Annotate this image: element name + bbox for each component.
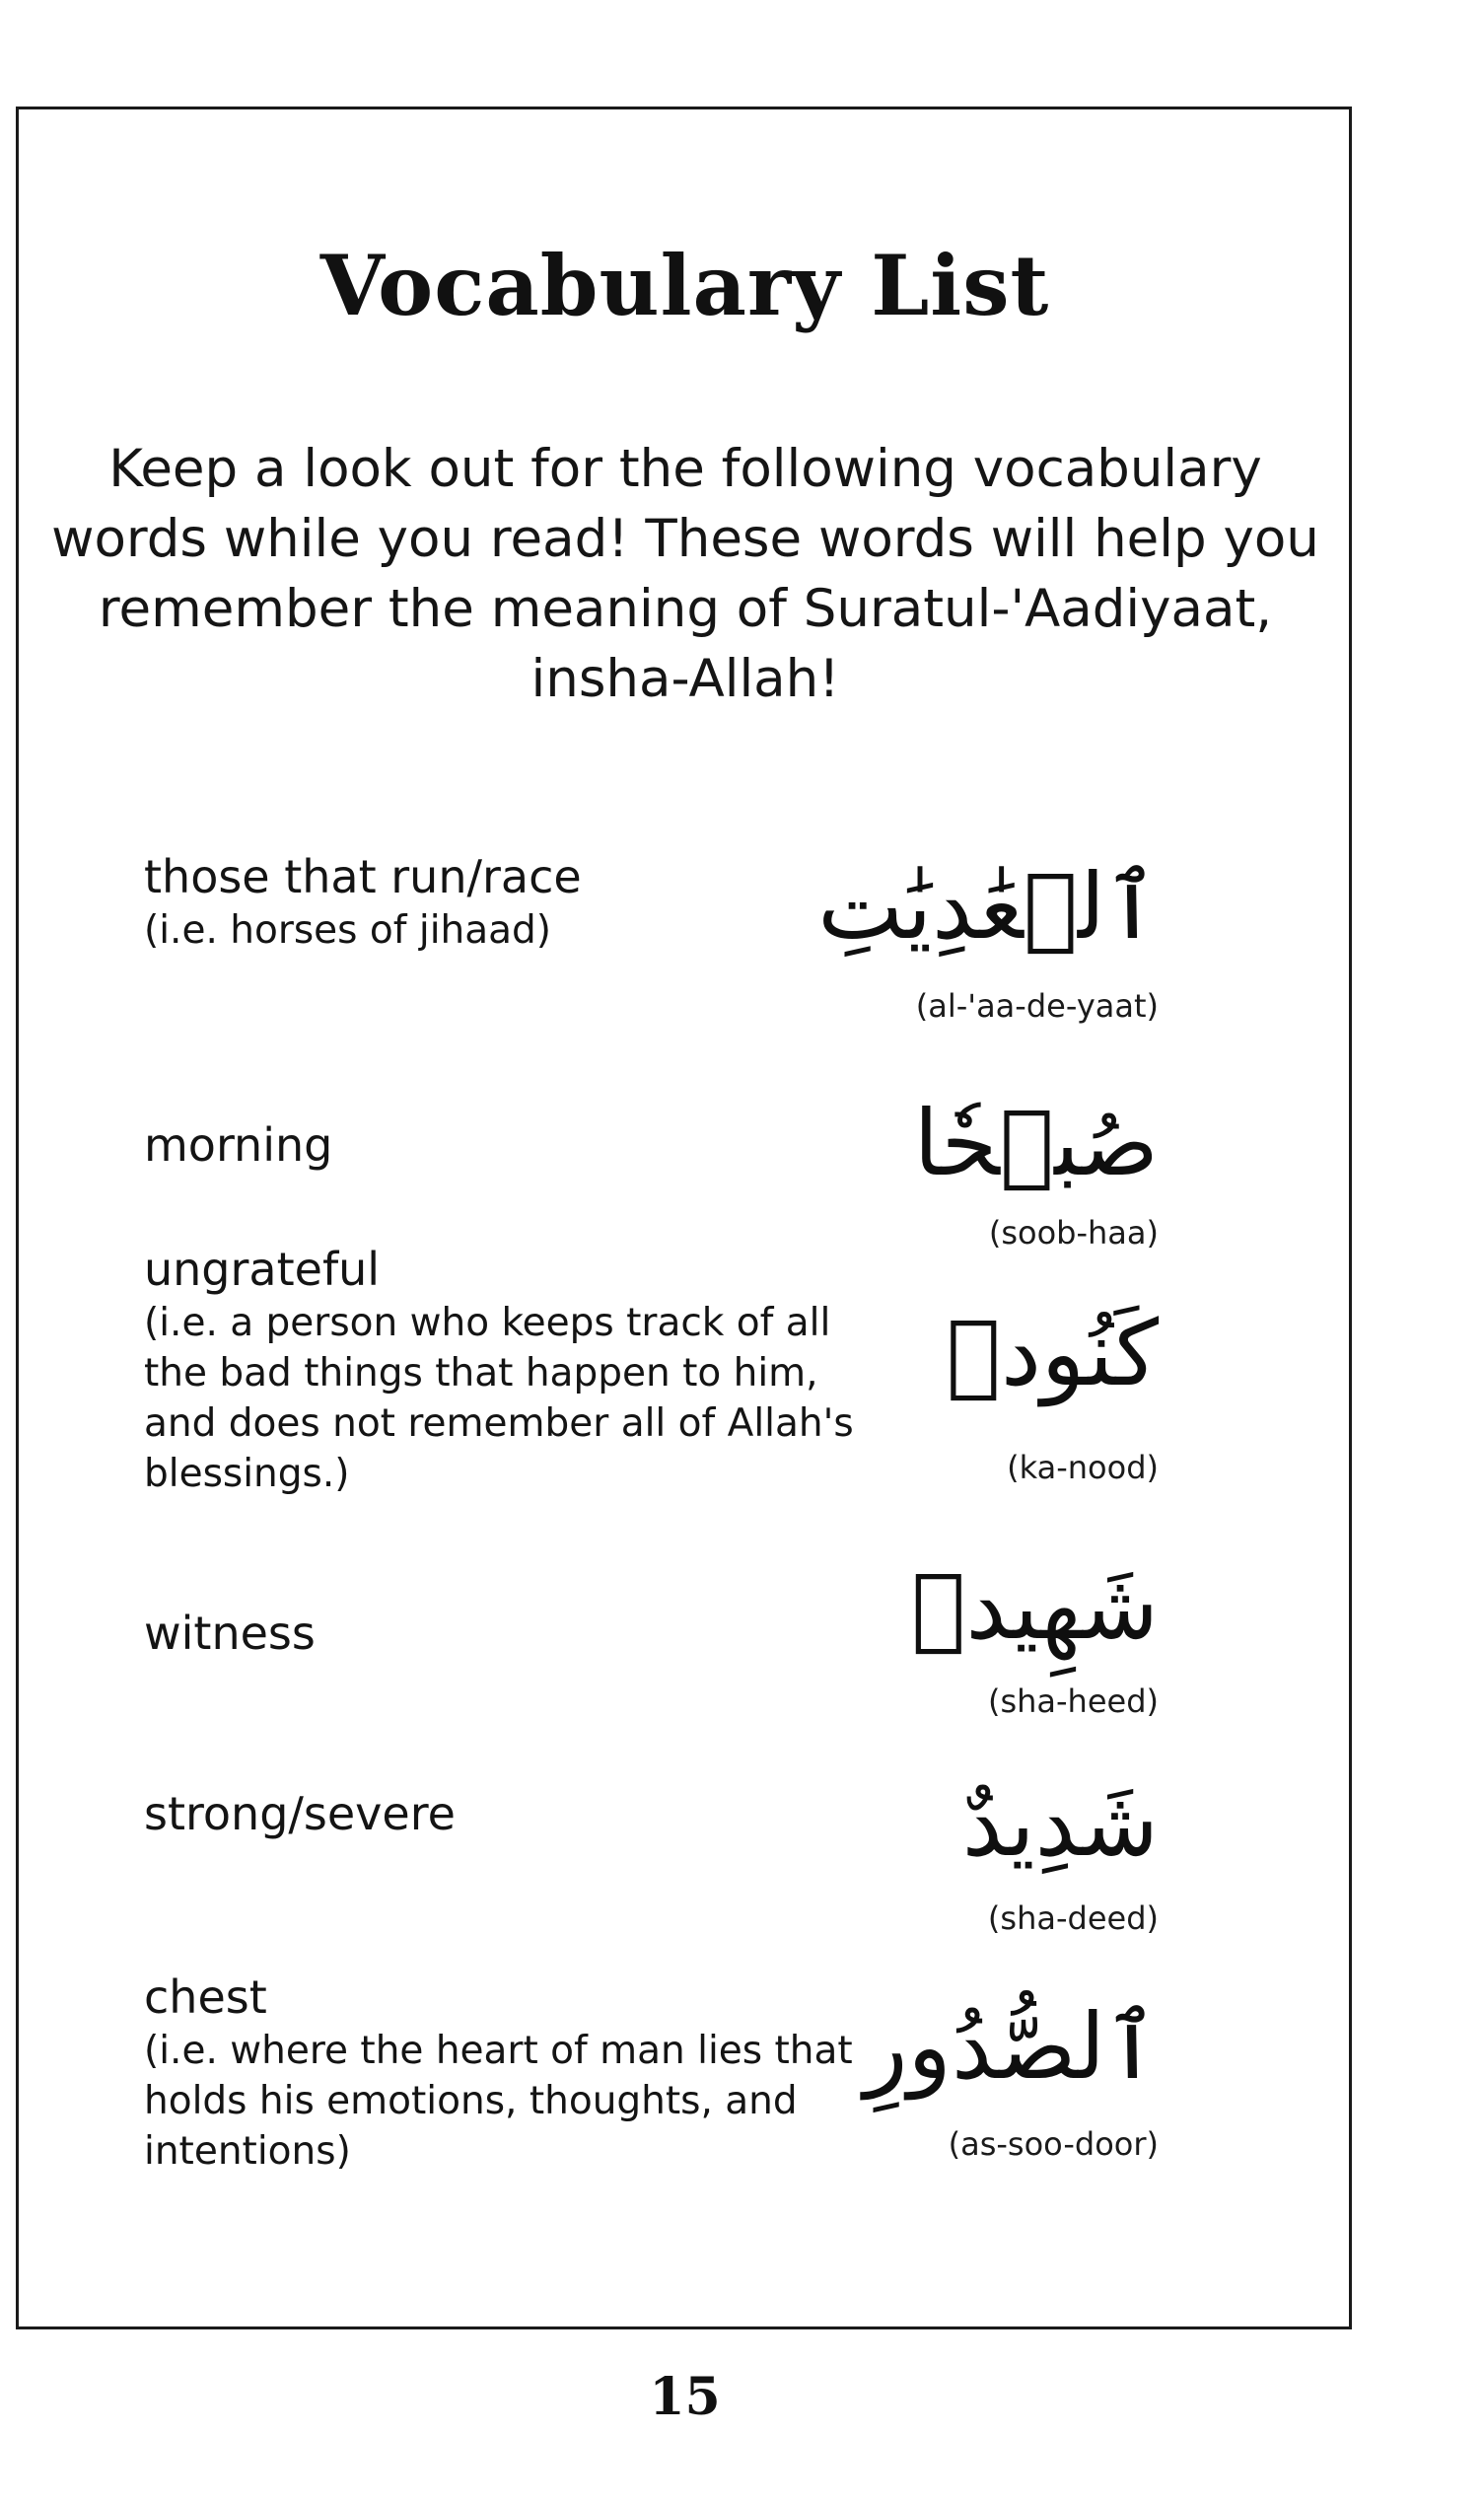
vocab-entry — [0, 848, 1352, 1036]
arabic-word: شَهِيدٞ — [911, 1554, 1159, 1660]
arabic-word: ٱلۡعَٰدِيَٰتِ — [817, 854, 1159, 960]
transliteration: (sha-deed) — [987, 1899, 1159, 1937]
arabic-word: ٱلصُّدُورِ — [864, 1994, 1159, 2100]
vocab-entry — [0, 1968, 1352, 2185]
definition — [144, 1605, 864, 1662]
arabic-word: شَدِيدٌ — [961, 1771, 1159, 1877]
definition — [144, 848, 864, 956]
definition-note: (i.e. where the heart of man lies that holds his emotions, thoughts, and intentions) — [144, 2029, 853, 2174]
page-number: 15 — [649, 2367, 721, 2427]
definition — [144, 1116, 864, 1174]
definition-word: morning — [144, 1118, 333, 1172]
definition-word: witness — [144, 1607, 316, 1660]
arabic-word: صُبۡحٗا — [913, 1091, 1159, 1196]
definition — [144, 1785, 864, 1842]
definition-word: those that run/race — [144, 850, 582, 903]
page-title: Vocabulary List — [319, 237, 1050, 334]
transliteration: (soob-haa) — [988, 1214, 1159, 1252]
transliteration: (ka-nood) — [1007, 1449, 1159, 1486]
vocab-entry — [0, 1085, 1352, 1252]
arabic-word: كَنُودٞ — [946, 1301, 1159, 1406]
transliteration: (as-soo-door) — [948, 2125, 1159, 2163]
vocab-entry — [0, 1548, 1352, 1736]
intro-paragraph: Keep a look out for the following vocabulary words while you read! These words will help you remember the meaning of Suratul-'Aadiyaat, insha-Allah! — [51, 439, 1319, 709]
vocab-entry — [0, 1765, 1352, 1953]
definition-note: (i.e. horses of jihaad) — [144, 908, 552, 953]
definition — [144, 1968, 864, 2177]
transliteration: (al-'aa-de-yaat) — [915, 987, 1159, 1025]
definition-word: chest — [144, 1970, 267, 2024]
definition-word: ungrateful — [144, 1243, 381, 1296]
definition — [144, 1241, 864, 1499]
transliteration: (sha-heed) — [987, 1682, 1159, 1720]
definition-note: (i.e. a person who keeps track of all the bad things that happen to him, and does not remember all of Allah's blessings.) — [144, 1301, 854, 1496]
vocab-entry — [0, 1241, 1352, 1517]
definition-word: strong/severe — [144, 1787, 456, 1840]
